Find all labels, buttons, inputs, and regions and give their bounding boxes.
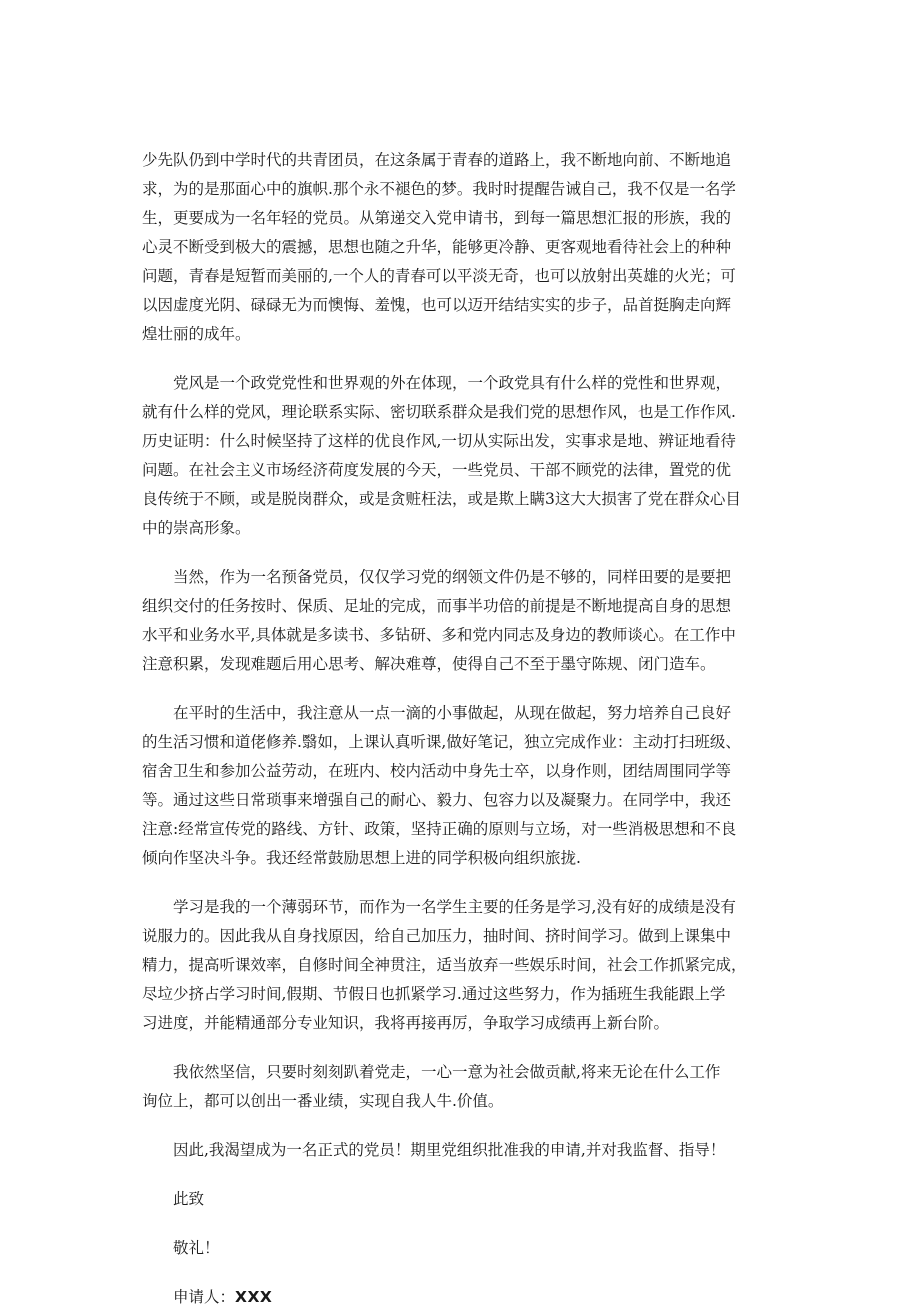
- salutation-cizhi: 此致: [173, 1190, 205, 1208]
- text-line: 在平时的生活中，我注意从一点一滴的小事做起，从现在做起，努力培养自己良好: [173, 704, 732, 722]
- paragraph-4: [142, 699, 792, 873]
- applicant-label: 申请人：: [173, 1288, 236, 1306]
- text-line: 说服力的。因此我从自身找原因，给自己加压力，抽时间、挤时间学习。做到上课集中: [142, 927, 732, 945]
- text-line: 等。通过这些日常琐事来增强自己的耐心、毅力、包容力以及凝聚力。在同学中，我还: [142, 791, 732, 809]
- applicant-signature: [142, 1283, 792, 1312]
- text-line: 以因虚度光阴、碌碌无为而懊悔、羞愧，也可以迈开结结实实的步子，品首挺胸走向辉: [142, 296, 732, 314]
- text-line: 就有什么样的党风，理论联系实际、密切联系群众是我们党的思想作风，也是工作作风.: [142, 403, 736, 421]
- text-line: 心灵不断受到极大的震撼，思想也随之升华，能够更冷静、更客观地看待社会上的种种: [142, 238, 732, 256]
- salutation-jingli: 敬礼！: [173, 1239, 220, 1257]
- text-line: 宿舍卫生和参加公益劳动，在班内、校内活动中身先士卒，以身作则，团结周围同学等: [142, 762, 732, 780]
- text-line: 问题，青春是短暂而美丽的,一个人的青春可以平淡无奇，也可以放射出英雄的火光；可: [142, 267, 736, 285]
- text-line: 问题。在社会主义市场经济荷度发展的今天，一些党员、干部不顾党的法律，置党的优: [142, 461, 732, 479]
- text-line: 我依然坚信，只要时刻刻趴着党走，一心一意为社会做贡献,将来无论在什么工作: [173, 1063, 721, 1081]
- text-line: 中的崇高形象。: [142, 519, 251, 537]
- text-line: 的生活习惯和道佬修养.翳如，上课认真听课,做好笔记，独立完成作业：主动打扫班级、: [142, 733, 741, 751]
- text-line: 生，更要成为一名年轻的党员。从第递交入党申请书，到每一篇思想汇报的形族，我的: [142, 209, 732, 227]
- text-line: 尽垃少挤占学习时间,假期、节假日也抓紧学习.通过这些努力，作为插班生我能跟上学: [142, 985, 726, 1003]
- text-line: 求，为的是那面心中的旗帜.那个永不褪色的梦。我时时提醒告诫自己，我不仅是一名学: [142, 180, 736, 198]
- text-line: 习进度，并能精通部分专业知识，我将再接再厉，争取学习成绩再上新台阶。: [142, 1014, 670, 1032]
- text-line: 注意:经常宣传党的路线、方针、政策，坚持正确的原则与立场，对一些消极思想和不良: [142, 820, 737, 838]
- text-line: 询位上，都可以创出一番业绩，实现自我人牛.价值。: [142, 1092, 504, 1110]
- text-line: 少先队仍到中学时代的共青团员，在这条属于青春的道路上，我不断地向前、不断地追: [142, 151, 732, 169]
- paragraph-6: [142, 1058, 792, 1116]
- text-line: 水平和业务水平,具体就是多读书、多钻研、多和党内同志及身边的教师谈心。在工作中: [142, 626, 736, 644]
- text-line: 学习是我的一个薄弱环节，而作为一名学生主要的任务是学习,没有好的成绩是没有: [173, 898, 736, 916]
- document-body: [142, 146, 792, 1312]
- paragraph-2: [142, 369, 792, 543]
- closing-statement: 因此,我渴望成为一名正式的党员！期里党组织批准我的申请,并对我监督、指导！: [173, 1141, 726, 1159]
- text-line: 注意积累，发现难题后用心思考、解决难尊，使得自己不至于墨守陈规、闭门造车。: [142, 655, 716, 673]
- paragraph-5: [142, 893, 792, 1038]
- applicant-name: XXX: [235, 1288, 273, 1306]
- text-line: 倾向作坚决斗争。我还经常鼓励思想上进的同学积极向组织旅拢.: [142, 849, 581, 867]
- text-line: 党风是一个政党党性和世界观的外在体现，一个政党具有什么样的党性和世界观，: [173, 374, 732, 392]
- paragraph-1: [142, 146, 792, 349]
- paragraph-3: [142, 563, 792, 679]
- text-line: 历史证明：什么时候坚持了这样的优良作风,一切从实际出发，实事求是地、辨证地看待: [142, 432, 736, 450]
- text-line: 当然，作为一名预备党员，仅仅学习党的纲领文件仍是不够的，同样田要的是要把: [173, 568, 732, 586]
- text-line: 煌壮丽的成年。: [142, 325, 251, 343]
- text-line: 精力，提高听课效率，自修时间全神贯注，适当放弃一些娱乐时间，社会工作抓紧完成，: [142, 956, 747, 974]
- text-line: 组织交付的任务按时、保质、足址的完成，而事半功倍的前提是不断地提高自身的思想: [142, 597, 732, 615]
- text-line: 良传统于不顾，或是脱岗群众，或是贪赃枉法，或是欺上瞒3这大大损害了党在群众心目: [142, 490, 741, 508]
